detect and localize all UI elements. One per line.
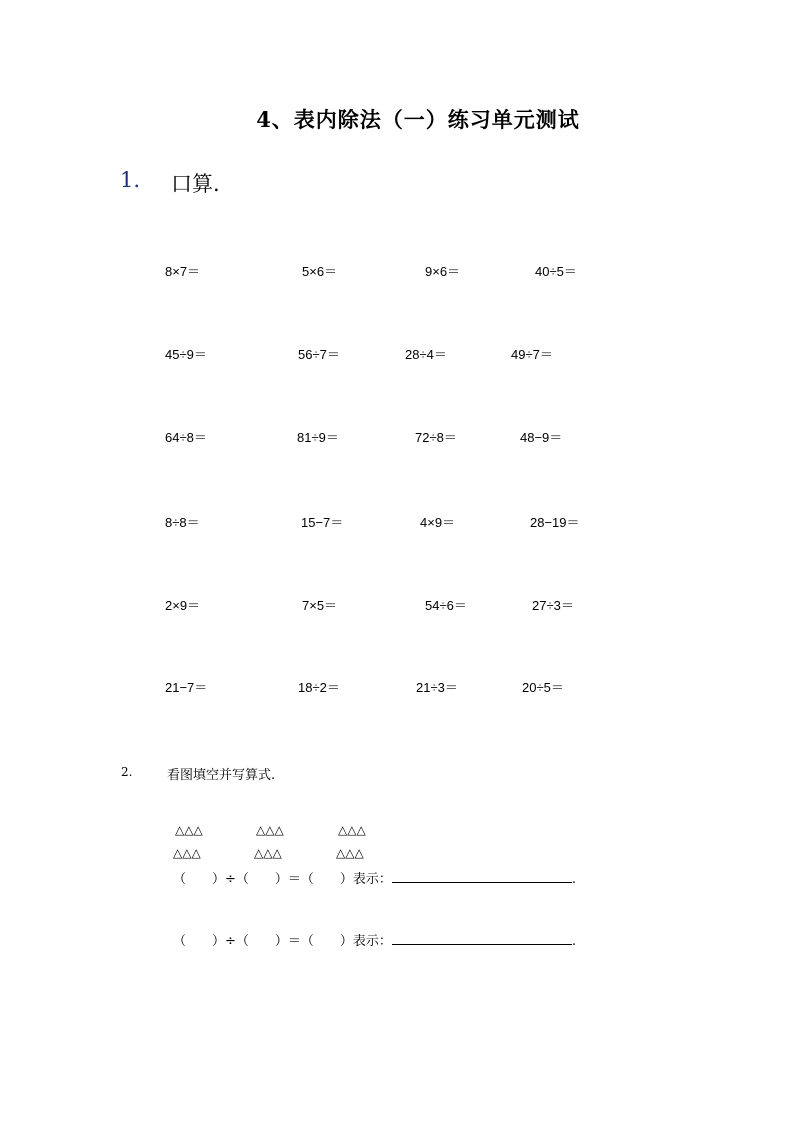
problem: 27÷3＝ [532, 598, 574, 613]
page-title: 4、表内除法（一）练习单元测试 [256, 107, 580, 132]
problem: 4×9＝ [420, 515, 456, 530]
triangle-group: △△△ [175, 823, 203, 837]
problem: 56÷7＝ [298, 347, 340, 362]
problem: 40÷5＝ [535, 264, 577, 279]
problem: 81÷9＝ [297, 430, 339, 445]
answer-blank[interactable] [392, 868, 572, 883]
problem: 48−9＝ [520, 430, 563, 445]
triangle-group: △△△ [173, 846, 201, 860]
section-1-number: 1. [120, 168, 141, 192]
problem: 28÷4＝ [405, 347, 447, 362]
problem: 21÷3＝ [416, 680, 458, 695]
problem: 45÷9＝ [165, 347, 207, 362]
problem: 21−7＝ [165, 680, 208, 695]
problem: 7×5＝ [302, 598, 338, 613]
problem: 8×7＝ [165, 264, 201, 279]
triangle-group: △△△ [254, 846, 282, 860]
problem: 72÷8＝ [415, 430, 457, 445]
equation-line [173, 930, 576, 949]
equation-text: （ ）÷（ ）＝（ ）表示： [173, 934, 392, 949]
problem: 9×6＝ [425, 264, 461, 279]
problem: 2×9＝ [165, 598, 201, 613]
section-1-label: 口算. [171, 172, 220, 196]
triangle-group: △△△ [256, 823, 284, 837]
problem: 15−7＝ [301, 515, 344, 530]
triangle-group: △△△ [338, 823, 366, 837]
equation-end: . [571, 934, 577, 949]
equation-line [173, 868, 576, 887]
problem: 49÷7＝ [511, 347, 553, 362]
equation-end: . [571, 872, 577, 887]
section-2-number: 2. [121, 765, 133, 779]
problem: 8÷8＝ [165, 515, 200, 530]
problem: 64÷8＝ [165, 430, 207, 445]
answer-blank[interactable] [392, 930, 572, 945]
problem: 18÷2＝ [298, 680, 340, 695]
triangle-group: △△△ [336, 846, 364, 860]
problem: 5×6＝ [302, 264, 338, 279]
section-2-label: 看图填空并写算式. [167, 768, 276, 783]
problem: 28−19＝ [530, 515, 580, 530]
problem: 20÷5＝ [522, 680, 564, 695]
equation-text: （ ）÷（ ）＝（ ）表示： [173, 872, 392, 887]
problem: 54÷6＝ [425, 598, 467, 613]
